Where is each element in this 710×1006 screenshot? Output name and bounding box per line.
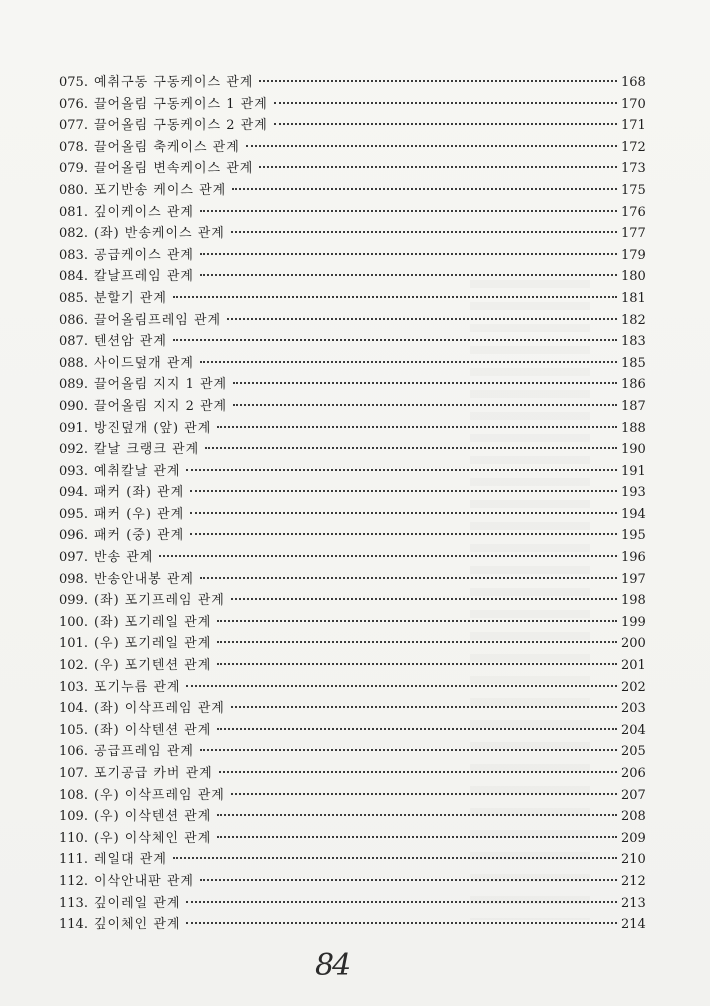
dot-leader [190,511,617,514]
toc-entry-number: 107. [59,766,88,781]
toc-entry-page: 209 [621,830,646,846]
toc-entry [59,94,645,116]
dot-leader [231,597,617,600]
dot-leader [233,381,617,384]
toc-entry-page: 205 [621,744,646,760]
dot-leader [231,705,617,708]
toc-entry [59,849,645,871]
dot-leader [246,144,617,147]
toc-entry-number: 096. [59,528,88,544]
toc-entry-page: 212 [621,873,646,889]
toc-entry [59,288,645,310]
table-of-contents [59,72,645,936]
dot-leader [200,576,617,579]
toc-entry-title: 깊이케이스 관계 [93,204,194,220]
dot-leader [219,770,617,773]
toc-entry-title: 반송 관계 [93,550,154,566]
toc-entry-number: 106. [59,744,88,760]
toc-entry [59,612,645,634]
dot-leader [205,446,617,449]
toc-entry [59,266,645,288]
toc-entry-number: 094. [59,485,88,501]
toc-entry-title: 끌어올림 변속케이스 관계 [93,161,254,177]
toc-entry-page: 186 [621,377,646,393]
toc-entry [59,137,645,159]
toc-entry-page: 202 [621,679,646,695]
dot-leader [200,748,617,751]
dot-leader [190,489,617,492]
toc-entry-number: 102. [59,658,88,674]
toc-entry-page: 198 [621,593,646,609]
dot-leader [259,165,617,168]
dot-leader [233,403,617,406]
toc-entry [59,590,645,612]
toc-entry-title: (우) 이삭프레임 관계 [93,787,225,803]
dot-leader [186,468,617,471]
toc-entry [59,180,645,202]
toc-entry-page: 182 [621,312,646,328]
dot-leader [217,727,617,730]
toc-entry-number: 084. [59,269,88,285]
toc-entry-number: 082. [59,226,88,242]
toc-entry-title: 깊이체인 관계 [93,917,181,933]
dot-leader [200,360,617,363]
dot-leader [231,792,617,795]
toc-entry [59,893,645,915]
toc-entry-title: (좌) 포기프레임 관계 [93,593,225,609]
toc-entry-title: 깊이레일 관계 [93,895,181,911]
toc-entry-page: 207 [621,787,646,803]
dot-leader [217,813,617,816]
toc-entry-number: 091. [59,420,88,436]
toc-entry-number: 079. [59,161,88,177]
toc-entry-title: 끌어올림프레임 관계 [93,312,222,328]
toc-entry [59,525,645,547]
toc-entry-number: 099. [59,593,88,609]
toc-entry-page: 213 [621,895,646,911]
toc-entry [59,374,645,396]
toc-entry-number: 093. [59,463,88,479]
toc-entry-title: (좌) 이삭프레임 관계 [93,701,225,717]
toc-entry-page: 179 [621,247,646,263]
toc-entry-number: 076. [59,96,88,112]
toc-entry-page: 171 [621,118,646,134]
toc-entry-title: 방진덮개 (앞) 관계 [93,420,212,436]
toc-entry [59,439,645,461]
toc-entry-number: 097. [59,550,88,566]
toc-entry-number: 112. [59,873,88,889]
toc-entry-page: 201 [621,658,646,674]
toc-entry-title: 공급프레임 관계 [93,744,194,760]
toc-entry-title: (좌) 반송케이스 관계 [93,226,225,242]
dot-leader [274,101,617,104]
dot-leader [200,878,617,881]
toc-entry-number: 100. [59,614,88,630]
toc-entry-number: 088. [59,355,88,371]
toc-entry-page: 208 [621,809,646,825]
toc-entry-page: 200 [621,636,646,652]
toc-entry-number: 092. [59,442,88,458]
dot-leader [190,532,617,535]
toc-entry-title: 끌어올림 구동케이스 2 관계 [93,118,268,134]
toc-entry-number: 103. [59,679,88,695]
toc-entry-page: 190 [621,442,646,458]
toc-entry [59,741,645,763]
toc-entry [59,914,645,936]
dot-leader [159,554,617,557]
toc-entry-page: 210 [621,852,646,868]
toc-entry-number: 098. [59,571,88,587]
dot-leader [231,230,617,233]
toc-entry [59,569,645,591]
dot-leader [217,425,617,428]
toc-entry-title: 예취구동 구동케이스 관계 [93,75,254,90]
toc-entry-page: 172 [621,139,646,155]
toc-entry-page: 203 [621,701,646,717]
toc-entry [59,633,645,655]
toc-entry-title: (우) 이삭체인 관계 [93,830,212,846]
toc-entry-title: 텐션암 관계 [93,334,167,350]
toc-entry [59,785,645,807]
dot-leader [173,295,617,298]
toc-entry [59,418,645,440]
dot-leader [186,684,617,687]
toc-entry [59,72,645,94]
toc-entry-number: 087. [59,334,88,350]
toc-entry-title: 끌어올림 축케이스 관계 [93,139,240,155]
dot-leader [227,317,617,320]
toc-entry-number: 111. [59,852,88,868]
toc-entry [59,223,645,245]
toc-entry-number: 081. [59,204,88,220]
toc-entry [59,310,645,332]
toc-entry [59,461,645,483]
toc-entry [59,763,645,785]
toc-entry [59,828,645,850]
toc-entry-number: 108. [59,787,88,803]
toc-entry-page: 181 [621,290,646,306]
toc-entry [59,482,645,504]
toc-entry-page: 214 [621,917,646,933]
toc-entry-page: 176 [621,204,646,220]
toc-entry-number: 077. [59,118,88,134]
toc-entry [59,655,645,677]
toc-entry-page: 196 [621,550,646,566]
toc-entry [59,698,645,720]
dot-leader [217,640,617,643]
toc-entry-number: 078. [59,139,88,155]
toc-entry-page: 168 [621,75,646,90]
toc-entry-page: 187 [621,398,646,414]
toc-entry-number: 086. [59,312,88,328]
toc-entry-number: 114. [59,917,88,933]
toc-entry [59,677,645,699]
toc-entry-title: 끌어올림 구동케이스 1 관계 [93,96,268,112]
toc-entry-title: 반송안내봉 관계 [93,571,194,587]
toc-entry-page: 197 [621,571,646,587]
toc-entry [59,115,645,137]
toc-entry-title: 사이드덮개 관계 [93,355,194,371]
toc-entry-title: (좌) 이삭텐션 관계 [93,722,212,738]
dot-leader [200,209,617,212]
toc-entry-page: 188 [621,420,646,436]
dot-leader [217,835,617,838]
toc-entry-page: 177 [621,226,646,242]
toc-entry-page: 173 [621,161,646,177]
toc-entry-page: 193 [621,485,646,501]
toc-entry-number: 101. [59,636,88,652]
toc-entry-title: (우) 포기텐션 관계 [93,658,212,674]
toc-entry-title: 공급케이스 관계 [93,247,194,263]
toc-entry-number: 080. [59,182,88,198]
toc-entry-title: (우) 이삭텐션 관계 [93,809,212,825]
toc-entry [59,547,645,569]
dot-leader [186,900,617,903]
toc-entry-number: 095. [59,506,88,522]
toc-entry-page: 170 [621,96,646,112]
toc-entry-page: 204 [621,722,646,738]
toc-entry-title: 이삭안내판 관계 [93,873,194,889]
toc-entry [59,504,645,526]
toc-entry-title: 포기공급 카버 관계 [93,766,213,781]
toc-entry-title: (우) 포기레일 관계 [93,636,212,652]
toc-entry-title: 끌어올림 지지 2 관계 [93,398,228,414]
toc-entry [59,331,645,353]
toc-entry-number: 110. [59,830,88,846]
toc-entry-title: 레일대 관계 [93,852,167,868]
toc-entry-title: 패커 (좌) 관계 [93,485,185,501]
toc-entry-number: 085. [59,290,88,306]
dot-leader [232,187,617,190]
toc-entry-page: 175 [621,182,646,198]
toc-entry-title: 분할기 관계 [93,290,167,306]
toc-entry-page: 185 [621,355,646,371]
dot-leader [217,619,617,622]
dot-leader [259,79,617,82]
toc-entry [59,202,645,224]
toc-entry-title: (좌) 포기레일 관계 [93,614,212,630]
toc-entry-title: 패커 (우) 관계 [93,506,185,522]
toc-entry-number: 089. [59,377,88,393]
dot-leader [186,921,617,924]
toc-entry-page: 183 [621,334,646,350]
toc-entry-number: 104. [59,701,88,717]
dot-leader [173,338,617,341]
dot-leader [217,662,617,665]
toc-entry-number: 105. [59,722,88,738]
toc-entry-page: 199 [621,614,646,630]
handwritten-page-mark: 84 [315,948,350,983]
toc-entry-number: 075. [59,75,88,90]
dot-leader [173,856,617,859]
toc-entry-page: 195 [621,528,646,544]
toc-entry-number: 109. [59,809,88,825]
toc-entry-title: 포기반송 케이스 관계 [93,182,227,198]
toc-entry [59,806,645,828]
toc-entry-title: 칼날프레임 관계 [93,269,194,285]
toc-entry-number: 090. [59,398,88,414]
dot-leader [274,122,617,125]
dot-leader [200,252,617,255]
toc-entry [59,396,645,418]
toc-entry-number: 113. [59,895,88,911]
toc-entry-page: 194 [621,506,646,522]
toc-entry-title: 포기누름 관계 [93,679,181,695]
toc-entry-title: 칼날 크랭크 관계 [93,442,200,458]
toc-entry [59,871,645,893]
toc-entry [59,245,645,267]
toc-entry-number: 083. [59,247,88,263]
toc-entry-title: 패커 (중) 관계 [93,528,185,544]
toc-entry [59,158,645,180]
dot-leader [200,273,617,276]
toc-entry-title: 끌어올림 지지 1 관계 [93,377,228,393]
toc-entry-page: 191 [621,463,646,479]
toc-entry [59,353,645,375]
toc-entry-page: 206 [621,766,646,781]
toc-entry-page: 180 [621,269,646,285]
toc-entry-title: 예취칼날 관계 [93,463,181,479]
toc-entry [59,720,645,742]
